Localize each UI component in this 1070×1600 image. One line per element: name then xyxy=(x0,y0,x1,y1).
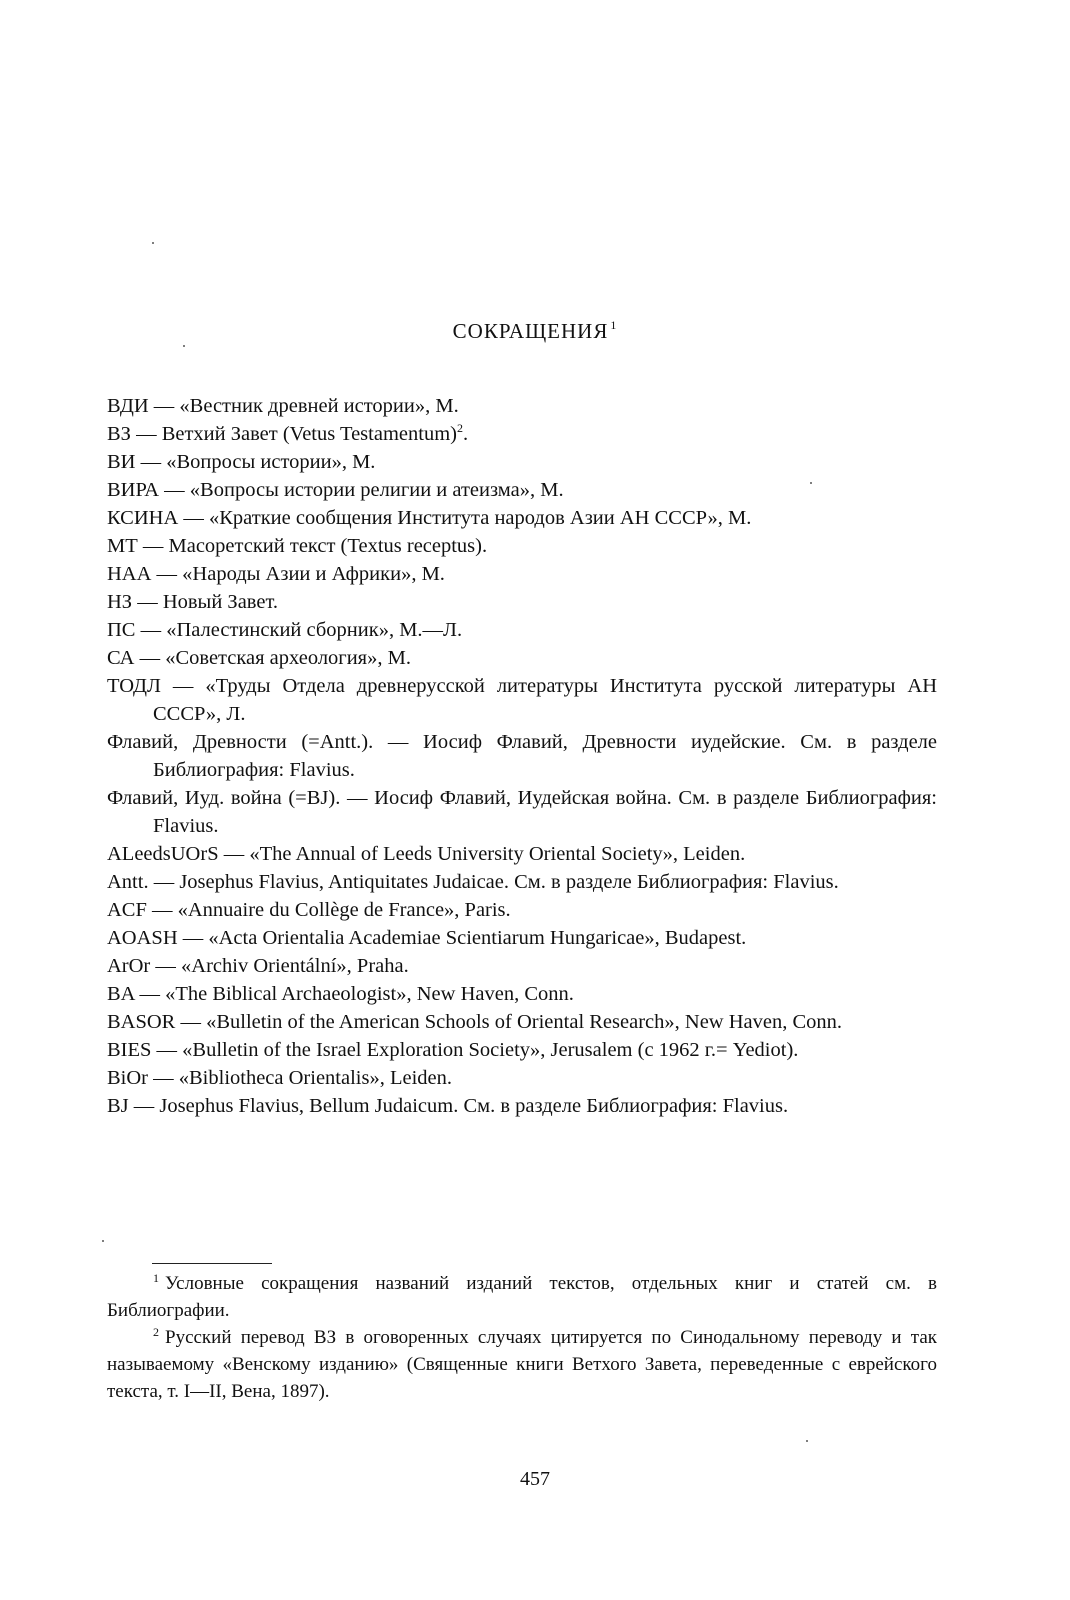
abbreviation-text: ВИ — «Вопросы истории», М. xyxy=(107,451,376,473)
scan-speck xyxy=(806,1440,808,1442)
page-title xyxy=(0,318,1070,344)
abbreviation-text: ПС — «Палестинский сборник», М.—Л. xyxy=(107,619,463,641)
abbreviation-text: BASOR — «Bulletin of the American Schools of Oriental Research», New Haven, Conn. xyxy=(107,1011,843,1033)
abbreviation-text: BIES — «Bulletin of the Israel Exploration Society», Jerusalem (с 1962 г.= Yediot). xyxy=(107,1039,799,1061)
abbreviation-entry xyxy=(107,924,937,952)
abbreviation-entry xyxy=(107,1036,937,1064)
abbreviation-text: МТ — Масоретский текст (Textus receptus). xyxy=(107,535,488,557)
abbreviation-text: Флавий, Иуд. война (=BJ). — Иосиф Флавий, Иудейская война. См. в разделе Библиография: Flavius. xyxy=(107,787,937,837)
entry-punctuation: . xyxy=(462,423,469,445)
footnote xyxy=(107,1324,937,1405)
abbreviation-entry xyxy=(107,420,937,448)
abbreviation-entry xyxy=(107,840,937,868)
abbreviation-entry xyxy=(107,896,937,924)
abbreviation-text: ТОДЛ — «Труды Отдела древнерусской литературы Института русской литературы АН СССР», Л. xyxy=(107,675,937,725)
abbreviation-text: ArOr — «Archiv Orientální», Praha. xyxy=(107,955,409,977)
scan-speck xyxy=(102,1240,104,1242)
footnote-text: Русский перевод ВЗ в оговоренных случаях цитируется по Синодальному переводу и так называемому «Венскому изданию» (Священные книги Ветхого Завета, переведенные с еврейского текста, т. I—II, Вена, 1897). xyxy=(107,1327,937,1402)
footnote-number: 2 xyxy=(153,1325,159,1339)
abbreviation-text: BJ — Josephus Flavius, Bellum Judaicum. См. в разделе Библиография: Flavius. xyxy=(107,1095,789,1117)
abbreviation-text: ALeedsUOrS — «The Annual of Leeds University Oriental Society», Leiden. xyxy=(107,843,746,865)
abbreviation-text: КСИНА — «Краткие сообщения Института народов Азии АН СССР», М. xyxy=(107,507,752,529)
abbreviation-text: НАА — «Народы Азии и Африки», М. xyxy=(107,563,445,585)
abbreviation-text: ВДИ — «Вестник древней истории», М. xyxy=(107,395,459,417)
abbreviation-entry xyxy=(107,532,937,560)
abbreviation-entry xyxy=(107,672,937,728)
abbreviation-entry xyxy=(107,588,937,616)
footnote-mark: 2 xyxy=(456,421,463,435)
abbreviations-list xyxy=(107,392,937,1120)
page-number: 457 xyxy=(520,1468,550,1490)
abbreviation-entry xyxy=(107,1092,937,1120)
page-title-text: СОКРАЩЕНИЯ xyxy=(452,319,609,343)
abbreviation-entry xyxy=(107,392,937,420)
abbreviation-text: СА — «Советская археология», М. xyxy=(107,647,411,669)
abbreviation-text: Antt. — Josephus Flavius, Antiquitates Judaicae. См. в разделе Библиография: Flavius. xyxy=(107,871,839,893)
abbreviation-text: ВИРА — «Вопросы истории религии и атеизма», М. xyxy=(107,479,564,501)
abbreviation-entry xyxy=(107,644,937,672)
abbreviation-entry xyxy=(107,560,937,588)
abbreviation-entry xyxy=(107,868,937,896)
abbreviation-entry xyxy=(107,448,937,476)
abbreviation-entry xyxy=(107,616,937,644)
abbreviation-entry xyxy=(107,784,937,840)
scan-speck xyxy=(152,242,154,244)
abbreviation-entry xyxy=(107,504,937,532)
abbreviation-text: Флавий, Древности (=Antt.). — Иосиф Флавий, Древности иудейские. См. в разделе Библиография: Flavius. xyxy=(107,731,937,781)
abbreviation-entry xyxy=(107,476,937,504)
footnote-number: 1 xyxy=(153,1271,159,1285)
title-footnote-mark: 1 xyxy=(610,318,618,332)
abbreviation-text: ACF — «Annuaire du Collège de France», Paris. xyxy=(107,899,511,921)
abbreviation-text: AOASH — «Acta Orientalia Academiae Scientiarum Hungaricae», Budapest. xyxy=(107,927,747,949)
abbreviation-entry xyxy=(107,728,937,784)
abbreviation-text: BA — «The Biblical Archaeologist», New Haven, Conn. xyxy=(107,983,574,1005)
abbreviation-text: BiOr — «Bibliotheca Orientalis», Leiden. xyxy=(107,1067,453,1089)
footnotes xyxy=(107,1270,937,1405)
footnote-separator xyxy=(152,1263,272,1264)
footnote-text: Условные сокращения названий изданий текстов, отдельных книг и статей см. в Библиографии. xyxy=(107,1273,937,1321)
footnote xyxy=(107,1270,937,1324)
abbreviation-entry xyxy=(107,1064,937,1092)
abbreviation-text: НЗ — Новый Завет. xyxy=(107,591,278,613)
abbreviation-entry xyxy=(107,952,937,980)
scan-speck xyxy=(183,345,185,347)
abbreviation-entry xyxy=(107,1008,937,1036)
abbreviation-text: ВЗ — Ветхий Завет (Vetus Testamentum) xyxy=(107,423,457,445)
abbreviation-entry xyxy=(107,980,937,1008)
scan-speck xyxy=(810,482,812,484)
